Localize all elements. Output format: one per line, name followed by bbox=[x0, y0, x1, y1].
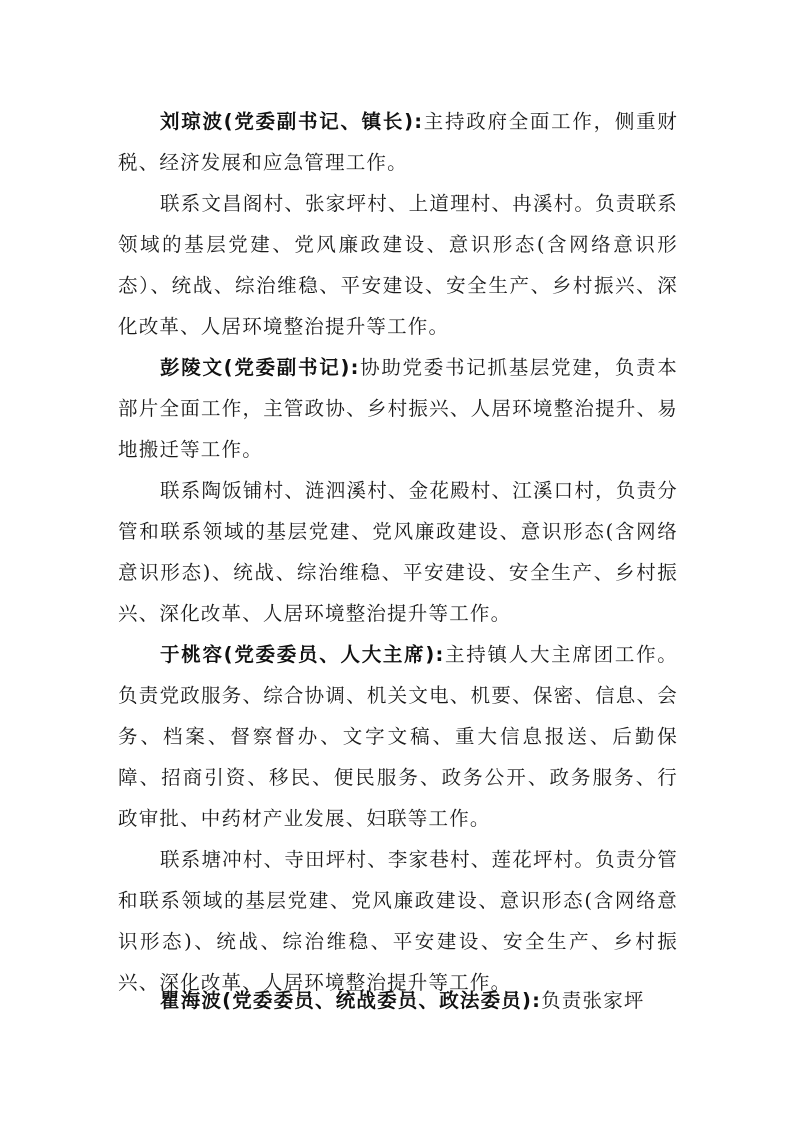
paragraph-text: 联系塘冲村、寺田坪村、李家巷村、莲花坪村。负责分管和联系领域的基层党建、党风廉政建设、意识形态(含网络意识形态)、统战、综治维稳、平安建设、安全生产、乡村振兴、深化改革、人居环境整治提升等工作。 bbox=[118, 848, 678, 994]
paragraph-text: 负责张家坪 bbox=[541, 989, 645, 1012]
paragraph-text: 联系文昌阁村、张家坪村、上道理村、冉溪村。负责联系领域的基层党建、党风廉政建设、意识形态(含网络意识形态）、统战、综治维稳、平安建设、安全生产、乡村振兴、深化改革、人居环境整治提升等工作。 bbox=[118, 192, 678, 338]
official-name-title: 于桃容(党委委员、人大主席): bbox=[160, 643, 445, 666]
paragraph-peng-lingwen-contacts bbox=[118, 470, 678, 634]
official-name-title: 刘琼波(党委副书记、镇长): bbox=[160, 110, 424, 133]
official-name-title: 瞿海波(党委委员、统战委员、政法委员): bbox=[160, 989, 542, 1012]
paragraph-text: 主持政府全面工作，侧重财税、经济发展和应急管理工作。 bbox=[118, 110, 678, 174]
paragraph-text: 联系陶饭铺村、涟泗溪村、金花殿村、江溪口村，负责分管和联系领域的基层党建、党风廉政建设、意识形态(含网络意识形态)、统战、综治维稳、平安建设、安全生产、乡村振兴、深化改革、人居环境整治提升等工作。 bbox=[118, 479, 678, 625]
paragraph-liu-qiongbo-contacts bbox=[118, 183, 678, 347]
paragraph-qu-haibo-duties bbox=[118, 980, 678, 1021]
paragraph-peng-lingwen-duties bbox=[118, 347, 678, 470]
paragraph-text: 协助党委书记抓基层党建，负责本部片全面工作，主管政协、乡村振兴、人居环境整治提升、易地搬迁等工作。 bbox=[118, 356, 678, 461]
paragraph-yu-taorong-duties bbox=[118, 634, 678, 839]
official-name-title: 彭陵文(党委副书记): bbox=[160, 356, 360, 379]
paragraph-liu-qiongbo-duties bbox=[118, 101, 678, 183]
paragraph-yu-taorong-contacts bbox=[118, 839, 678, 1003]
paragraph-text: 主持镇人大主席团工作。负责党政服务、综合协调、机关文电、机要、保密、信息、会务、档案、督察督办、文字文稿、重大信息报送、后勤保 障、招商引资、移民、便民服务、政务公开、政务服务、行 政审批、中药材产业发展、妇联等工作。 bbox=[118, 643, 679, 830]
